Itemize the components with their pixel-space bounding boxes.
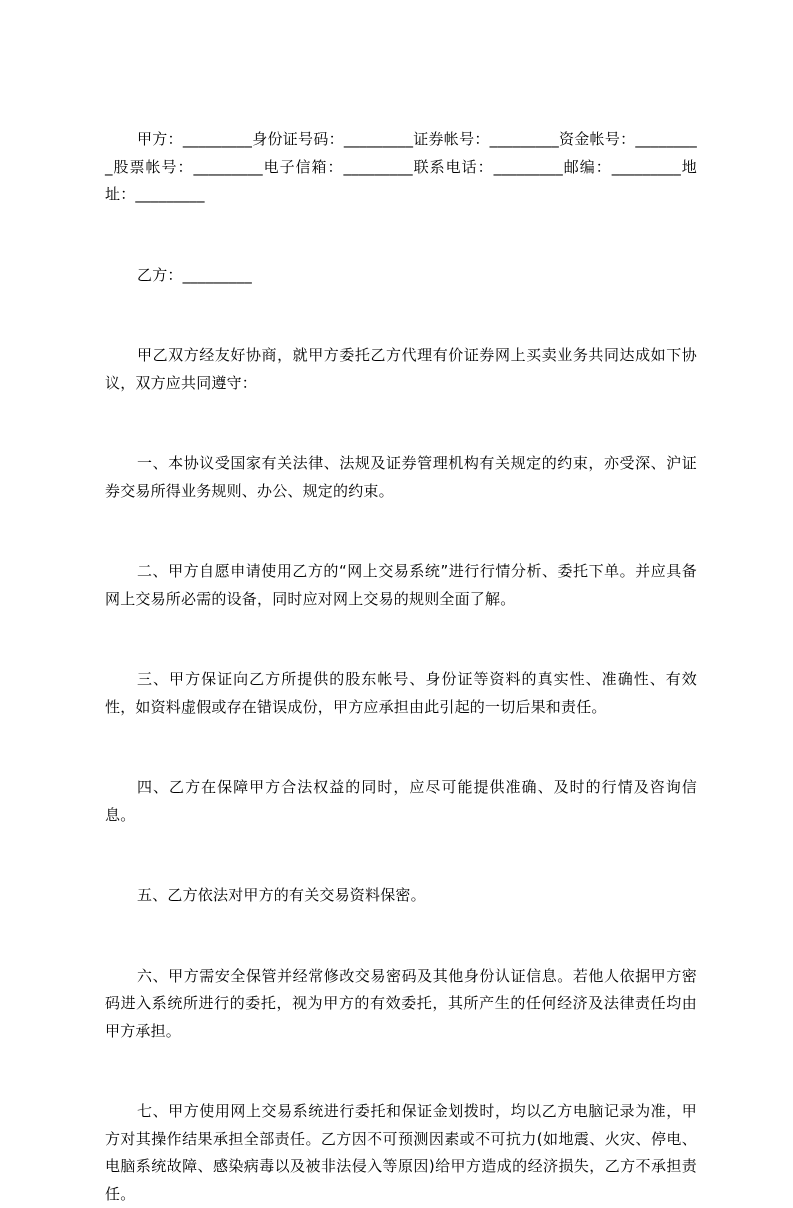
clause-1: 一、本协议受国家有关法律、法规及证券管理机构有关规定的约束，亦受深、沪证券交易所得业务规则、办公、规定的约束。 [105, 454, 697, 500]
spacer [105, 397, 697, 450]
spacer [105, 721, 697, 774]
clause-2: 二、甲方自愿申请使用乙方的“网上交易系统”进行行情分析、委托下单。并应具备网上交易所必需的设备，同时应对网上交易的规则全面了解。 [105, 562, 697, 608]
spacer [105, 1045, 697, 1098]
document-body [105, 126, 697, 1208]
intro-paragraph: 甲乙双方经友好协商，就甲方委托乙方代理有价证券网上买卖业务共同达成如下协议，双方应共同遵守： [105, 346, 697, 392]
clause-3: 三、甲方保证向乙方所提供的股东帐号、身份证等资料的真实性、准确性、有效性，如资料虚假或存在错误成份，甲方应承担由此引起的一切后果和责任。 [105, 670, 697, 716]
clause-7: 七、甲方使用网上交易系统进行委托和保证金划拨时，均以乙方电脑记录为准，甲方对其操作结果承担全部责任。乙方因不可预测因素或不可抗力(如地震、火灾、停电、电脑系统故障、感染病毒以及被非法侵入等原因)给甲方造成的经济损失，乙方不承担责任。 [105, 1102, 697, 1203]
party-a-info: 甲方：_________身份证号码：_________证券帐号：_________资金帐号：_________股票帐号：_________电子信箱：_________联系电话：_________邮编：_________地址：_________ [105, 130, 697, 203]
spacer [105, 910, 697, 963]
clause-5: 五、乙方依法对甲方的有关交易资料保密。 [137, 886, 426, 904]
clause-4: 四、乙方在保障甲方合法权益的同时，应尽可能提供准确、及时的行情及咨询信息。 [105, 778, 697, 824]
spacer [105, 613, 697, 666]
party-b-info: 乙方：_________ [137, 265, 252, 284]
spacer [105, 289, 697, 342]
spacer [105, 209, 697, 262]
spacer [105, 505, 697, 558]
spacer [105, 829, 697, 882]
clause-6: 六、甲方需安全保管并经常修改交易密码及其他身份认证信息。若他人依据甲方密码进入系统所进行的委托，视为甲方的有效委托，其所产生的任何经济及法律责任均由甲方承担。 [105, 966, 697, 1040]
